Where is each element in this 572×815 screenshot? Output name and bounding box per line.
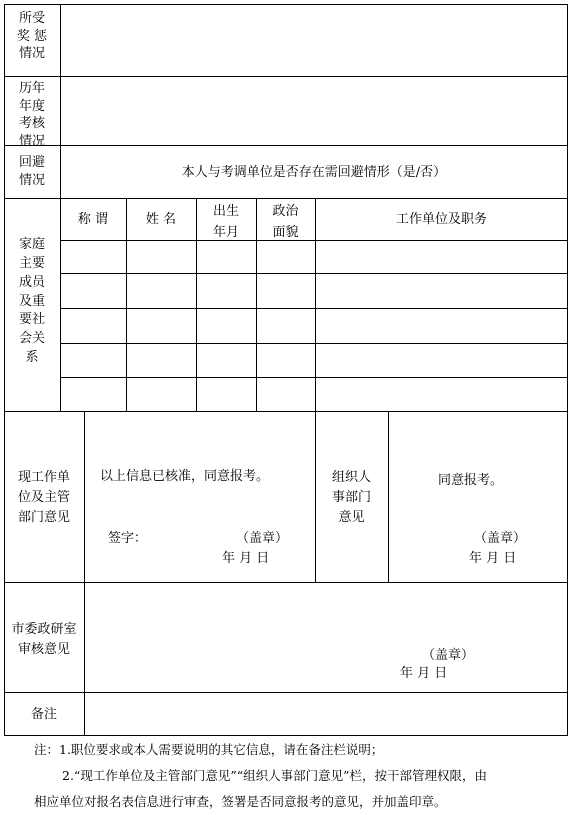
assessment-label: 历年 年度 考核 情况: [18, 81, 45, 149]
org-dept-date: 年 月 日: [469, 551, 517, 566]
family-header-birth: 出生 年月: [212, 204, 239, 240]
org-dept-statement: 同意报考。: [438, 473, 504, 488]
family-header-name: 姓 名: [145, 212, 177, 227]
family-header-political: 政治 面貌: [272, 204, 299, 240]
org-dept-label: 组织人 事部门 意见: [331, 470, 371, 526]
family-header-work: 工作单位及职务: [395, 212, 487, 227]
note-line-2: 2.“现工作单位及主管部门意见”“组织人事部门意见”栏，按干部管理权限，由: [62, 768, 487, 783]
avoidance-question: 本人与考调单位是否存在需回避情形（是/否）: [181, 165, 447, 180]
sign-label: 签字：: [108, 531, 148, 546]
policy-office-seal: （盖章）: [422, 648, 475, 663]
current-unit-label: 现工作单 位及主管 部门意见: [17, 470, 70, 526]
current-unit-date: 年 月 日: [222, 551, 270, 566]
note-line-1: 注：1.职位要求或本人需要说明的其它信息，请在备注栏说明；: [34, 742, 384, 757]
current-unit-statement: 以上信息已核准，同意报考。: [100, 469, 270, 484]
note-line-3: 相应单位对报名表信息进行审查，签署是否同意报考的意见，并加盖印章。: [34, 794, 447, 809]
org-dept-seal: （盖章）: [474, 531, 527, 546]
avoidance-label: 回避 情况: [18, 155, 45, 188]
family-header-relation: 称 谓: [77, 212, 109, 227]
current-unit-seal: （盖章）: [236, 531, 289, 546]
policy-office-date: 年 月 日: [400, 666, 448, 681]
family-label: 家庭 主要 成员 及重 要社 会关 系: [18, 237, 45, 366]
policy-office-label: 市委政研室 审核意见: [11, 622, 77, 658]
remarks-label: 备注: [30, 707, 57, 722]
awards-label: 所受 奖 惩 情况: [16, 11, 48, 62]
